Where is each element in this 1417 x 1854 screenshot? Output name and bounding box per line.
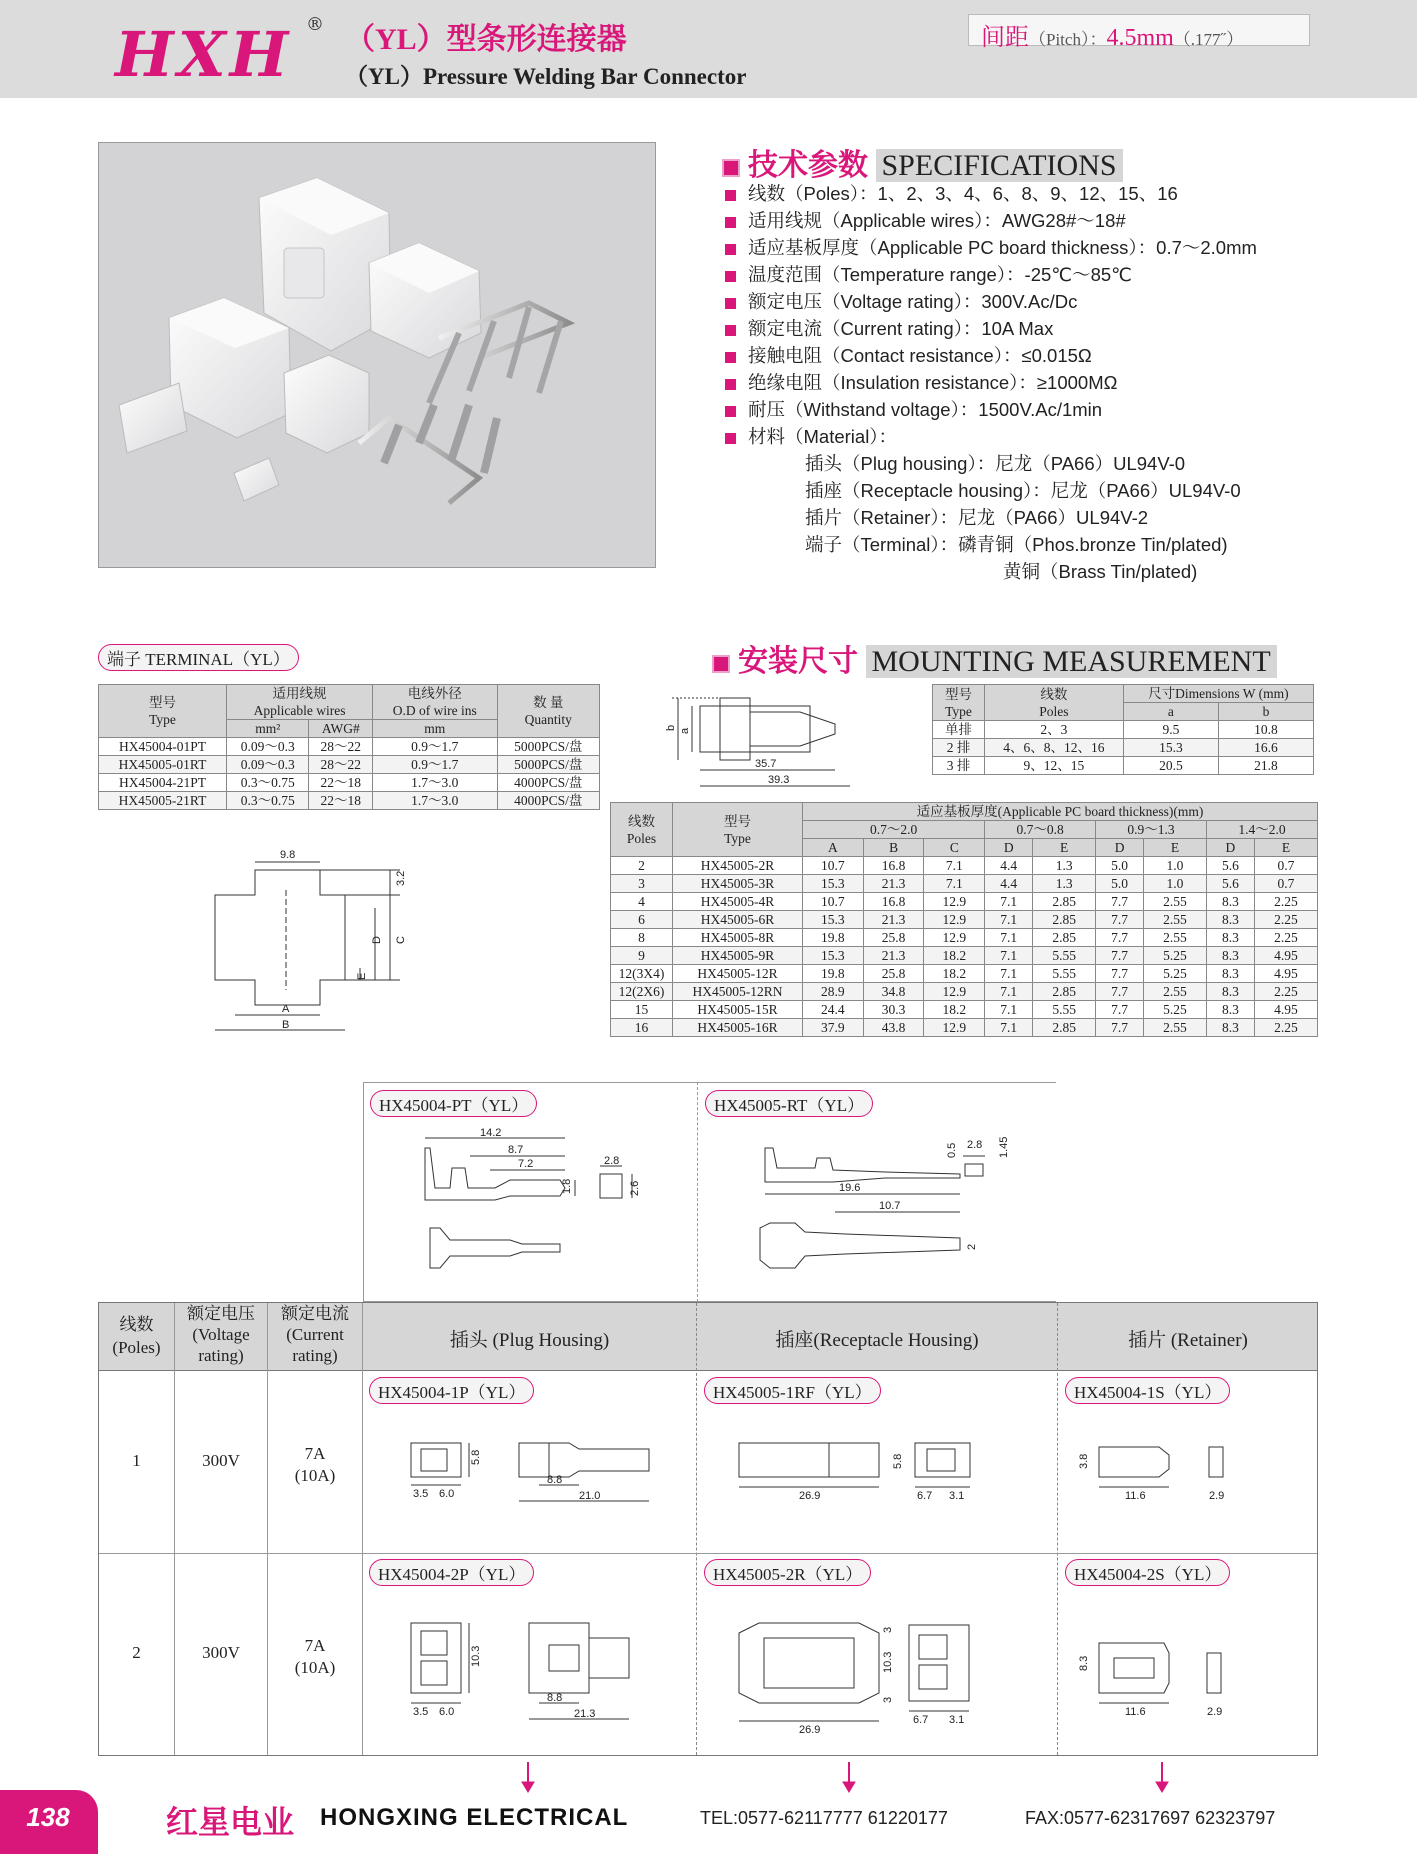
receptacle-header: 插座(Receptacle Housing) bbox=[775, 1330, 979, 1351]
table-row bbox=[611, 983, 1318, 1001]
table-row bbox=[611, 947, 1318, 965]
table-cell: 21.3 bbox=[863, 875, 924, 893]
retainer-header: 插片 (Retainer) bbox=[1128, 1330, 1248, 1351]
svg-text:2.8: 2.8 bbox=[604, 1155, 620, 1167]
table-cell: 7.1 bbox=[985, 1001, 1033, 1019]
plug-2p-drawing bbox=[399, 1603, 689, 1753]
table-cell: 24.4 bbox=[803, 1001, 864, 1019]
table-cell: 8.3 bbox=[1206, 1001, 1254, 1019]
table-cell: HX45005-12R bbox=[673, 965, 803, 983]
fax: FAX:0577-62317697 62323797 bbox=[1025, 1808, 1276, 1828]
svg-text:6.7: 6.7 bbox=[917, 1490, 933, 1502]
bullet-icon bbox=[725, 406, 736, 417]
dim-C: C bbox=[395, 936, 407, 944]
table-cell: HX45005-16R bbox=[673, 1019, 803, 1037]
svg-text:2.6: 2.6 bbox=[629, 1180, 641, 1196]
title-en: （YL）Pressure Welding Bar Connector bbox=[345, 64, 747, 89]
width-dimension-table: 型号 Type 线数 Poles 尺寸Dimensions W (mm) a b 单排 2、3 9.5 10.8 2 排 4、6、8、12、16 15.3 16.6 3 排 9、12、15 20.5 21.8 bbox=[932, 684, 1314, 775]
dim-D: D bbox=[371, 936, 383, 944]
table-row: 3 排 9、12、15 20.5 21.8 bbox=[933, 757, 1314, 775]
table-row: 2 排 4、6、8、12、16 15.3 16.6 bbox=[933, 739, 1314, 757]
table-cell: 4.95 bbox=[1254, 947, 1317, 965]
table-cell: 2.25 bbox=[1254, 929, 1317, 947]
material-item: 插座（Receptacle housing）：尼龙（PA66）UL94V-0 bbox=[805, 480, 1241, 501]
table-cell: 15.3 bbox=[803, 875, 864, 893]
table-cell: 2.25 bbox=[1254, 983, 1317, 1001]
dim-9-8: 9.8 bbox=[280, 849, 296, 861]
svg-text:3.1: 3.1 bbox=[949, 1714, 965, 1726]
table-cell: 7.1 bbox=[985, 947, 1033, 965]
svg-text:3.5: 3.5 bbox=[413, 1488, 429, 1500]
table-cell: 7.1 bbox=[985, 983, 1033, 1001]
table-cell: 5.6 bbox=[1206, 875, 1254, 893]
table-cell: 34.8 bbox=[863, 983, 924, 1001]
table-cell: 21.3 bbox=[863, 911, 924, 929]
table-cell: 12.9 bbox=[924, 983, 985, 1001]
table-cell: 12(3X4) bbox=[611, 965, 673, 983]
table-cell: 9 bbox=[611, 947, 673, 965]
table-cell: 7.1 bbox=[985, 1019, 1033, 1037]
dim-a: a bbox=[679, 727, 691, 734]
spec-item: 接触电阻（Contact resistance）：≤0.015Ω bbox=[725, 342, 1257, 369]
table-cell: 12.9 bbox=[924, 893, 985, 911]
table-cell: 8.3 bbox=[1206, 911, 1254, 929]
table-cell: 2.55 bbox=[1144, 911, 1207, 929]
rt-terminal-drawing bbox=[745, 1128, 1045, 1288]
table-cell: HX45005-12RN bbox=[673, 983, 803, 1001]
svg-text:6.0: 6.0 bbox=[439, 1706, 455, 1718]
table-cell: 7.7 bbox=[1096, 893, 1144, 911]
svg-text:2.8: 2.8 bbox=[967, 1139, 983, 1151]
table-cell: 8.3 bbox=[1206, 1019, 1254, 1037]
table-cell: 7.7 bbox=[1096, 1001, 1144, 1019]
svg-text:1.45: 1.45 bbox=[998, 1136, 1010, 1158]
table-cell: 2.55 bbox=[1144, 929, 1207, 947]
table-cell: 2.85 bbox=[1033, 911, 1096, 929]
table-cell: 2.85 bbox=[1033, 893, 1096, 911]
material-item: 黄铜（Brass Tin/plated) bbox=[1003, 561, 1198, 582]
table-cell: 7.7 bbox=[1096, 983, 1144, 1001]
table-cell: 5.55 bbox=[1033, 1001, 1096, 1019]
material-item: 插头（Plug housing）：尼龙（PA66）UL94V-0 bbox=[805, 453, 1186, 474]
table-cell: 8.3 bbox=[1206, 929, 1254, 947]
table-cell: 7.1 bbox=[924, 875, 985, 893]
table-cell: 19.8 bbox=[803, 965, 864, 983]
table-row: HX45004-21PT 0.3～0.75 22～18 1.7～3.0 4000PCS/盘 bbox=[99, 774, 600, 792]
svg-text:2: 2 bbox=[966, 1243, 978, 1250]
dim-39-3: 39.3 bbox=[768, 774, 790, 786]
table-cell: 12.9 bbox=[924, 929, 985, 947]
table-cell: 0.7 bbox=[1254, 875, 1317, 893]
terminal-label: 端子 TERMINAL（YL） bbox=[98, 644, 299, 671]
bullet-icon bbox=[725, 217, 736, 228]
dim-35-7: 35.7 bbox=[755, 758, 777, 770]
table-cell: 8.3 bbox=[1206, 983, 1254, 1001]
table-cell: 7.1 bbox=[924, 857, 985, 875]
spec-item: 额定电压（Voltage rating）：300V.Ac/Dc bbox=[725, 288, 1257, 315]
table-cell: 1.3 bbox=[1033, 875, 1096, 893]
table-cell: 5.25 bbox=[1144, 947, 1207, 965]
bullet-icon bbox=[725, 325, 736, 336]
table-cell: 7.1 bbox=[985, 929, 1033, 947]
table-cell: 4.95 bbox=[1254, 965, 1317, 983]
table-cell: 2 bbox=[611, 857, 673, 875]
plug-header: 插头 (Plug Housing) bbox=[449, 1330, 610, 1351]
table-row bbox=[611, 857, 1318, 875]
mounting-heading: 安装尺寸 MOUNTING MEASUREMENT bbox=[712, 636, 1277, 680]
dim-B: B bbox=[282, 1019, 290, 1031]
table-cell: 7.1 bbox=[985, 965, 1033, 983]
table-cell: 2.85 bbox=[1033, 983, 1096, 1001]
table-cell: 12(2X6) bbox=[611, 983, 673, 1001]
spec-item: 额定电流（Current rating）：10A Max bbox=[725, 315, 1257, 342]
specs-heading-en: SPECIFICATIONS bbox=[876, 149, 1123, 182]
material-item: 端子（Terminal）：磷青铜（Phos.bronze Tin/plated) bbox=[805, 534, 1228, 555]
dim-b: b bbox=[665, 724, 677, 731]
table-cell: 2.25 bbox=[1254, 911, 1317, 929]
table-cell: HX45005-4R bbox=[673, 893, 803, 911]
pt-label: HX45004-PT（YL） bbox=[370, 1090, 537, 1117]
pitch-paren: （Pitch）： bbox=[1029, 30, 1107, 49]
table-cell: 7.7 bbox=[1096, 965, 1144, 983]
pitch-inch: （.177˝） bbox=[1173, 30, 1244, 49]
pink-square-icon bbox=[712, 655, 730, 673]
pcb-thickness-table: 线数 Poles 型号 Type 适应基板厚度(Applicable PC board thickness)(mm) 0.7～2.0 0.7～0.8 0.9～1.3 1.4～2.0 A B C D E D E D E 2 HX45005-2R 10.7 16.8 7.1 4.4 1.3 5.0 1.0 5.6 0.7 3 HX45005-3R 15.3 21.3 7.1 4.4 1.3 5.0 1.0 5.6 0.7 4 HX45005-4R 10.7 16.8 12.9 7.1 2.85 7.7 2.55 8.3 2.25 6 HX45005-6R 15.3 21.3 12.9 7.1 2.85 7.7 2.55 8.3 2.25 8 HX45005-8R 19.8 25.8 12.9 7.1 2.85 7.7 2.55 8.3 2.25 9 HX45005-9R 15.3 21.3 18.2 7.1 5.55 7.7 5.25 8.3 4.95 12(3X4) HX45005-12R 19.8 25.8 18.2 7.1 5.55 7.7 5.25 8.3 4.95 12(2X6) HX45005-12RN 28.9 34.8 12.9 7.1 2.85 7.7 2.55 8.3 2.25 15 HX45005-15R 24.4 30.3 18.2 7.1 5.55 7.7 5.25 8.3 4.95 16 HX45005-16R 37.9 43.8 12.9 7.1 2.85 7.7 2.55 8.3 2.25 bbox=[610, 802, 1318, 1037]
svg-text:21.0: 21.0 bbox=[579, 1490, 601, 1502]
bullet-icon bbox=[725, 433, 736, 444]
table-cell: 5.25 bbox=[1144, 1001, 1207, 1019]
table-cell: 18.2 bbox=[924, 947, 985, 965]
svg-text:26.9: 26.9 bbox=[799, 1724, 821, 1736]
plug-1p-label: HX45004-1P（YL） bbox=[369, 1377, 534, 1404]
table-row: 单排 2、3 9.5 10.8 bbox=[933, 721, 1314, 739]
table-row bbox=[611, 911, 1318, 929]
table-cell: 37.9 bbox=[803, 1019, 864, 1037]
table-row bbox=[611, 893, 1318, 911]
mounting-side-drawing bbox=[660, 686, 930, 796]
table-cell: 5.0 bbox=[1096, 875, 1144, 893]
pitch-box bbox=[968, 14, 1310, 51]
spec-item: 温度范围（Temperature range）：-25℃～85℃ bbox=[725, 261, 1257, 288]
table-cell: 5.6 bbox=[1206, 857, 1254, 875]
table-cell: 25.8 bbox=[863, 929, 924, 947]
pcb-outline-drawing bbox=[200, 840, 440, 1040]
svg-text:3.5: 3.5 bbox=[413, 1706, 429, 1718]
table-cell: 2.85 bbox=[1033, 929, 1096, 947]
title-cn: （YL）型条形连接器 bbox=[345, 23, 627, 56]
svg-text:8.8: 8.8 bbox=[547, 1692, 563, 1704]
table-row bbox=[611, 1019, 1318, 1037]
dim-3-2: 3.2 bbox=[395, 870, 407, 886]
table-cell: 15.3 bbox=[803, 947, 864, 965]
table-cell: 43.8 bbox=[863, 1019, 924, 1037]
svg-text:11.6: 11.6 bbox=[1125, 1490, 1146, 1502]
rec-2r-label: HX45005-2R（YL） bbox=[704, 1559, 871, 1586]
spec-item: 绝缘电阻（Insulation resistance）：≥1000MΩ bbox=[725, 369, 1257, 396]
table-cell: HX45005-2R bbox=[673, 857, 803, 875]
spec-item: 材料（Material）： bbox=[725, 423, 1257, 450]
bullet-icon bbox=[725, 244, 736, 255]
svg-text:11.6: 11.6 bbox=[1125, 1706, 1146, 1718]
plug-2p-label: HX45004-2P（YL） bbox=[369, 1559, 534, 1586]
housing-table: 线数 (Poles) 额定电压 (Voltage rating) 额定电流 (Current rating) 插头 (Plug Housing) 插座(Receptacle Housing) 插片 (Retainer) 1 300V 7A (10A) HX45004-1P（YL） HX45005-1RF（YL） HX45004-1S（YL） 5.8 3.5 6.0 8.8 21.0 26.9 5.8 6.7 3.1 3.8 11.6 2.9 2 300V 7A (10A) HX45004-2P（YL） HX45005-2R（YL） HX45004-2S（YL） 10.3 3.5 6.0 8.8 21.3 26.9 3 10.3 3 6.7 3.1 8.3 11.6 2.9 bbox=[98, 1302, 1318, 1756]
product-photo bbox=[98, 142, 656, 568]
bullet-icon bbox=[725, 298, 736, 309]
pt-terminal-drawing bbox=[410, 1128, 660, 1288]
table-cell: 7.1 bbox=[985, 911, 1033, 929]
dim-E: E bbox=[356, 972, 368, 980]
ret-1s-label: HX45004-1S（YL） bbox=[1065, 1377, 1230, 1404]
svg-text:19.6: 19.6 bbox=[839, 1182, 861, 1194]
table-cell: 4 bbox=[611, 893, 673, 911]
svg-text:10.3: 10.3 bbox=[470, 1645, 482, 1667]
table-row bbox=[611, 875, 1318, 893]
table-cell: 25.8 bbox=[863, 965, 924, 983]
table-cell: 10.7 bbox=[803, 857, 864, 875]
tel: TEL:0577-62117777 61220177 bbox=[700, 1808, 948, 1828]
table-cell: 5.25 bbox=[1144, 965, 1207, 983]
svg-text:8.7: 8.7 bbox=[508, 1144, 524, 1156]
table-cell: 2.25 bbox=[1254, 893, 1317, 911]
svg-text:8.3: 8.3 bbox=[1078, 1655, 1090, 1671]
table-cell: 2.85 bbox=[1033, 1019, 1096, 1037]
table-cell: 8 bbox=[611, 929, 673, 947]
spec-item: 线数（Poles）：1、2、3、4、6、8、9、12、15、16 bbox=[725, 180, 1257, 207]
hxh-logo: HXH bbox=[115, 18, 293, 91]
svg-text:2.9: 2.9 bbox=[1209, 1490, 1225, 1502]
spec-list bbox=[725, 180, 1257, 585]
page-number: 138 bbox=[26, 1802, 70, 1832]
ret-2s-drawing bbox=[1069, 1603, 1309, 1753]
rec-1rf-drawing bbox=[719, 1423, 1049, 1543]
table-cell: 21.3 bbox=[863, 947, 924, 965]
svg-text:10.7: 10.7 bbox=[879, 1200, 901, 1212]
table-cell: 16.8 bbox=[863, 893, 924, 911]
table-cell: 2.55 bbox=[1144, 1019, 1207, 1037]
table-cell: 16 bbox=[611, 1019, 673, 1037]
svg-text:6.7: 6.7 bbox=[913, 1714, 929, 1726]
specs-heading bbox=[722, 140, 1123, 184]
plug-1p-drawing bbox=[399, 1423, 689, 1543]
table-cell: 1.3 bbox=[1033, 857, 1096, 875]
table-cell: 19.8 bbox=[803, 929, 864, 947]
svg-text:3.8: 3.8 bbox=[1078, 1453, 1090, 1469]
svg-text:8.8: 8.8 bbox=[547, 1474, 563, 1486]
svg-text:26.9: 26.9 bbox=[799, 1490, 821, 1502]
svg-text:3: 3 bbox=[882, 1626, 894, 1633]
company-cn: 红星电业 bbox=[166, 1804, 295, 1840]
dim-A: A bbox=[282, 1003, 290, 1015]
table-cell: 16.8 bbox=[863, 857, 924, 875]
table-cell: 12.9 bbox=[924, 1019, 985, 1037]
table-cell: 7.7 bbox=[1096, 911, 1144, 929]
table-cell: 2.55 bbox=[1144, 983, 1207, 1001]
table-cell: 28.9 bbox=[803, 983, 864, 1001]
pink-square-icon bbox=[722, 159, 740, 177]
registered-mark: ® bbox=[306, 14, 324, 35]
table-cell: 6 bbox=[611, 911, 673, 929]
table-row bbox=[611, 929, 1318, 947]
table-cell: 2.55 bbox=[1144, 893, 1207, 911]
pitch-label: 间距 bbox=[981, 25, 1029, 51]
table-cell: HX45005-3R bbox=[673, 875, 803, 893]
table-cell: 1.0 bbox=[1144, 875, 1207, 893]
table-cell: 7.7 bbox=[1096, 929, 1144, 947]
spec-item: 耐压（Withstand voltage）：1500V.Ac/1min bbox=[725, 396, 1257, 423]
table-row bbox=[611, 965, 1318, 983]
table-cell: 8.3 bbox=[1206, 965, 1254, 983]
table-cell: HX45005-15R bbox=[673, 1001, 803, 1019]
svg-text:21.3: 21.3 bbox=[574, 1708, 596, 1720]
table-cell: 7.7 bbox=[1096, 947, 1144, 965]
spec-item: 适应基板厚度（Applicable PC board thickness）：0.7～2.0mm bbox=[725, 234, 1257, 261]
svg-text:5.8: 5.8 bbox=[470, 1449, 482, 1465]
arrows bbox=[0, 1760, 1417, 1796]
svg-text:10.3: 10.3 bbox=[882, 1651, 894, 1673]
svg-text:2.9: 2.9 bbox=[1207, 1706, 1223, 1718]
table-cell: 4.4 bbox=[985, 857, 1033, 875]
table-cell: 12.9 bbox=[924, 911, 985, 929]
terminal-table: 型号 Type 适用线规 Applicable wires 电线外径 O.D of wire ins 数 量 Quantity mm² AWG# mm HX45004-01PT 0.09～0.3 28～22 0.9～1.7 5000PCS/盘 HX45005-01RT 0.09～0.3 28～22 0.9～1.7 5000PCS/盘 HX45004-21PT 0.3～0.75 22～18 1.7～3.0 4000PCS/盘 HX45005-21RT 0.3～0.75 22～18 1.7～3.0 4000PCS/盘 bbox=[98, 684, 600, 810]
table-cell: 2.25 bbox=[1254, 1019, 1317, 1037]
table-cell: 7.7 bbox=[1096, 1019, 1144, 1037]
bullet-icon bbox=[725, 190, 736, 201]
divider bbox=[697, 1082, 698, 1302]
table-cell: 4.95 bbox=[1254, 1001, 1317, 1019]
rt-label: HX45005-RT（YL） bbox=[705, 1090, 873, 1117]
table-cell: 30.3 bbox=[863, 1001, 924, 1019]
ret-2s-label: HX45004-2S（YL） bbox=[1065, 1559, 1230, 1586]
rec-2r-drawing bbox=[719, 1603, 1049, 1753]
ret-1s-drawing bbox=[1069, 1423, 1309, 1543]
table-cell: HX45005-9R bbox=[673, 947, 803, 965]
table-cell: HX45005-6R bbox=[673, 911, 803, 929]
spec-item: 适用线规（Applicable wires）：AWG28#～18# bbox=[725, 207, 1257, 234]
table-cell: 5.0 bbox=[1096, 857, 1144, 875]
table-cell: 5.55 bbox=[1033, 947, 1096, 965]
specs-heading-cn: 技术参数 bbox=[748, 149, 868, 182]
svg-text:3: 3 bbox=[882, 1696, 894, 1703]
bullet-icon bbox=[725, 379, 736, 390]
table-row: HX45004-01PT 0.09～0.3 28～22 0.9～1.7 5000PCS/盘 bbox=[99, 738, 600, 756]
table-cell: 5.55 bbox=[1033, 965, 1096, 983]
bullet-icon bbox=[725, 352, 736, 363]
table-cell: HX45005-8R bbox=[673, 929, 803, 947]
table-cell: 15.3 bbox=[803, 911, 864, 929]
svg-text:5.8: 5.8 bbox=[892, 1453, 904, 1469]
company-en: HONGXING ELECTRICAL bbox=[320, 1804, 629, 1831]
svg-text:7.2: 7.2 bbox=[518, 1158, 534, 1170]
table-cell: 18.2 bbox=[924, 965, 985, 983]
svg-text:6.0: 6.0 bbox=[439, 1488, 455, 1500]
table-cell: 3 bbox=[611, 875, 673, 893]
table-cell: 7.1 bbox=[985, 893, 1033, 911]
svg-text:0.5: 0.5 bbox=[946, 1142, 958, 1158]
svg-text:14.2: 14.2 bbox=[480, 1128, 502, 1139]
connector-illustration bbox=[99, 143, 657, 569]
pitch-value: 4.5mm bbox=[1106, 25, 1174, 51]
table-row: HX45005-21RT 0.3～0.75 22～18 1.7～3.0 4000PCS/盘 bbox=[99, 792, 600, 810]
table-row bbox=[611, 1001, 1318, 1019]
table-cell: 10.7 bbox=[803, 893, 864, 911]
table-cell: 4.4 bbox=[985, 875, 1033, 893]
svg-text:3.1: 3.1 bbox=[949, 1490, 965, 1502]
rec-1rf-label: HX45005-1RF（YL） bbox=[704, 1377, 881, 1404]
table-row: HX45005-01RT 0.09～0.3 28～22 0.9～1.7 5000PCS/盘 bbox=[99, 756, 600, 774]
svg-text:1.8: 1.8 bbox=[561, 1178, 573, 1194]
table-cell: 0.7 bbox=[1254, 857, 1317, 875]
table-cell: 15 bbox=[611, 1001, 673, 1019]
bullet-icon bbox=[725, 271, 736, 282]
table-cell: 18.2 bbox=[924, 1001, 985, 1019]
table-cell: 8.3 bbox=[1206, 893, 1254, 911]
material-item: 插片（Retainer）：尼龙（PA66）UL94V-2 bbox=[805, 507, 1149, 528]
table-cell: 1.0 bbox=[1144, 857, 1207, 875]
table-cell: 8.3 bbox=[1206, 947, 1254, 965]
